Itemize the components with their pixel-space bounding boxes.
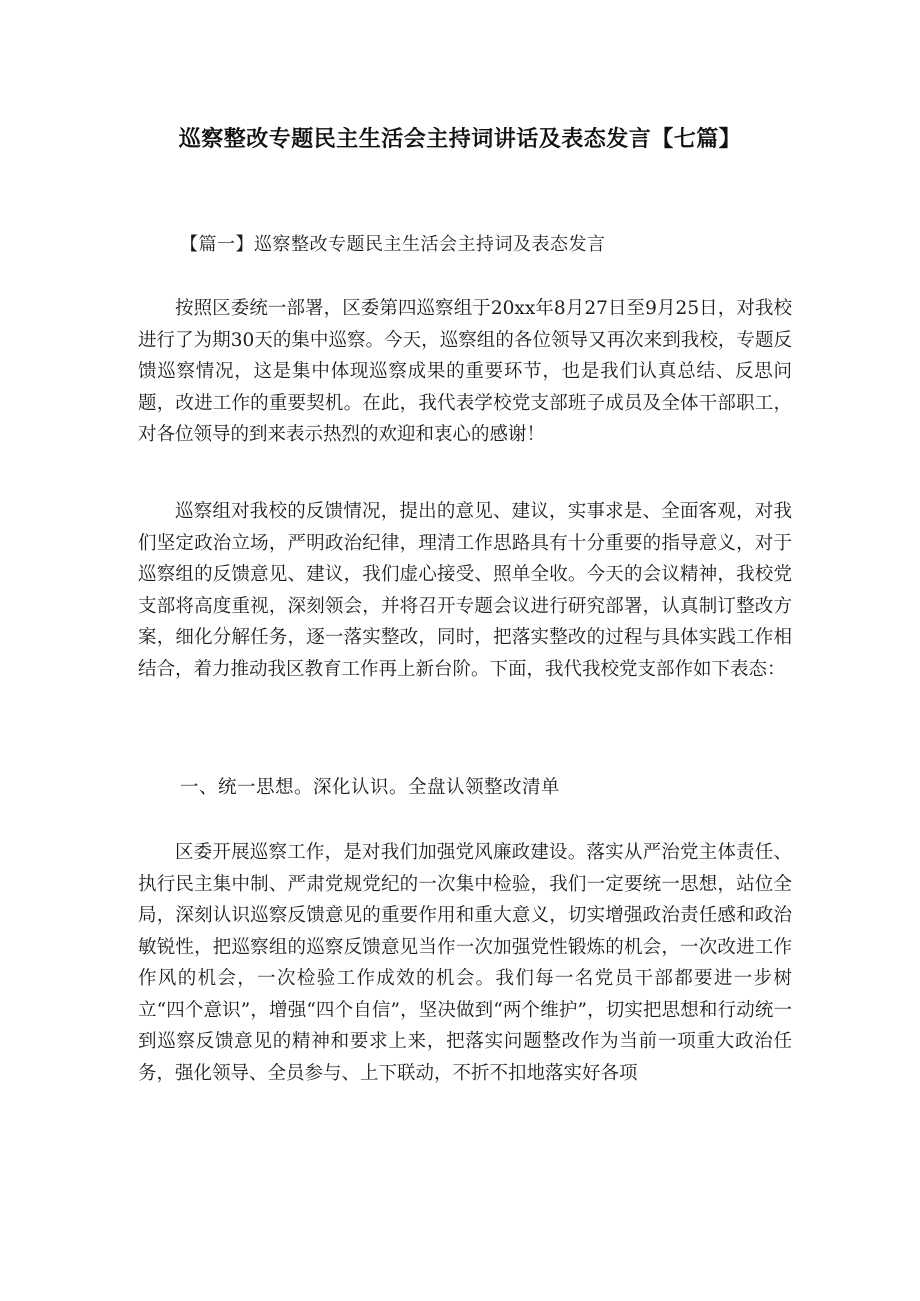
paragraph-2: 巡察组对我校的反馈情况，提出的意见、建议，实事求是、全面客观，对我们坚定政治立场，严明政治纪律，理清工作思路具有十分重要的指导意义，对于巡察组的反馈意见、建议，我们虚心接受、照单全收。今天的会议精神，我校党支部将高度重视，深刻领会，并将召开专题会议进行研究部署，认真制订整改方案，细化分解任务，逐一落实整改，同时，把落实整改的过程与具体实践工作相结合，着力推动我区教育工作再上新台阶。下面，我代我校党支部作如下表态：: [138, 501, 792, 680]
document-subtitle: 【篇一】巡察整改专题民主生活会主持词及表态发言: [180, 234, 606, 255]
paragraph-1: 按照区委统一部署，区委第四巡察组于20xx年8月27日至9月25日，对我校进行了为期30天的集中巡察。今天，巡察组的各位领导又再次来到我校，专题反馈巡察情况，这是集中体现巡察成果的重要环节，也是我们认真总结、反思问题，改进工作的重要契机。在此，我代表学校党支部班子成员及全体干部职工，对各位领导的到来表示热烈的欢迎和衷心的感谢！: [138, 298, 792, 445]
paragraph-3: 区委开展巡察工作，是对我们加强党风廉政建设。落实从严治党主体责任、执行民主集中制、严肃党规党纪的一次集中检验，我们一定要统一思想，站位全局，深刻认识巡察反馈意见的重要作用和重大意义，切实增强政治责任感和政治敏锐性，把巡察组的巡察反馈意见当作一次加强党性锻炼的机会，一次改进工作作风的机会，一次检验工作成效的机会。我们每一名党员干部都要进一步树立“四个意识”，增强“四个自信”，坚决做到“两个维护”，切实把思想和行动统一到巡察反馈意见的精神和要求上来，把落实问题整改作为当前一项重大政治任务，强化领导、全员参与、上下联动，不折不扣地落实好各项: [138, 842, 792, 1084]
section-heading: 一、统一思想。深化认识。全盘认领整改清单: [180, 777, 561, 798]
document-title: 巡察整改专题民主生活会主持词讲话及表态发言【七篇】: [178, 127, 742, 152]
